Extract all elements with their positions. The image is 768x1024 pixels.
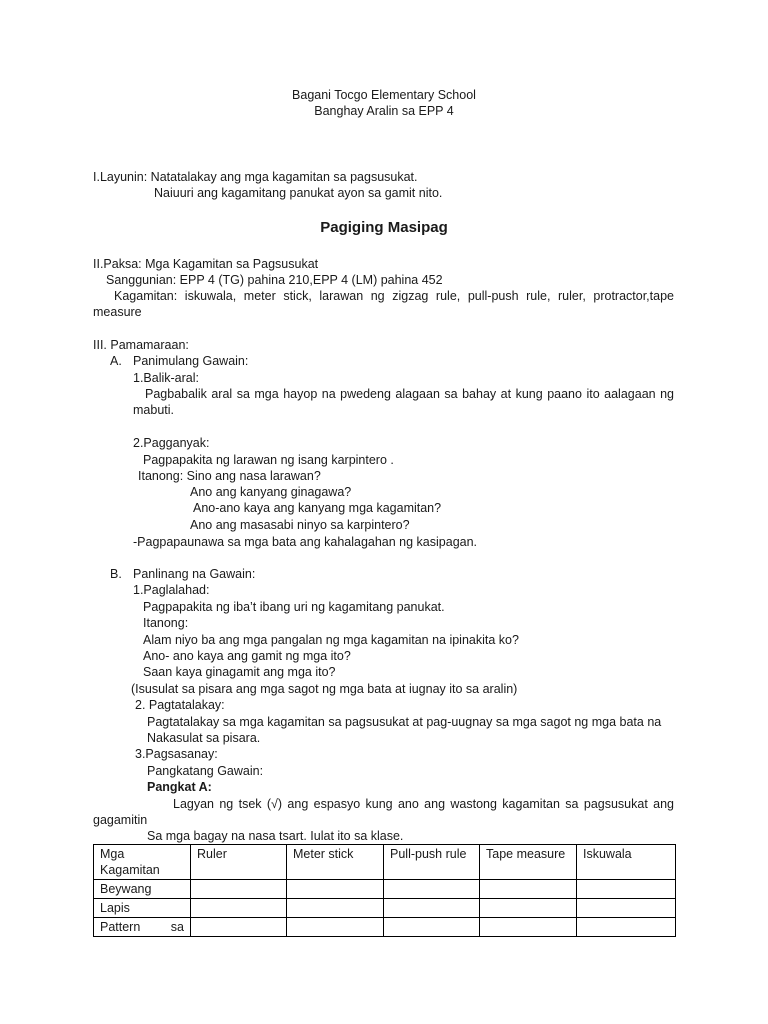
pangkat-a-label: Pangkat A:: [147, 780, 212, 794]
header-cell-tape-measure: Tape measure: [480, 845, 577, 880]
header-cell-meter-stick: Meter stick: [287, 845, 384, 880]
pagganyak-line: Pagpapakita ng larawan ng isang karpintero .: [143, 453, 394, 467]
pagpapaunawa-line: -Pagpapaunawa sa mga bata ang kahalagahan ng kasipagan.: [133, 535, 478, 549]
pamamaraan-heading: III. Pamamaraan:: [93, 338, 189, 352]
lesson-title: Pagiging Masipag: [320, 219, 448, 236]
question-2: Ano ang kanyang ginagawa?: [190, 485, 352, 499]
section-b-label: B.: [110, 567, 122, 581]
sanggunian-line: Sanggunian: EPP 4 (TG) pahina 210,EPP 4 (LM) pahina 452: [106, 273, 443, 287]
check-cell: [384, 880, 480, 899]
table-row: [94, 899, 676, 918]
lagyan-line-2: gagamitin: [93, 813, 148, 827]
table-row: [94, 918, 676, 937]
row-label-cell: Lapis: [94, 899, 191, 918]
kagamitan-line-1: Kagamitan: iskuwala, meter stick, larawan ng zigzag rule, pull-push rule, ruler, protractor,tape: [114, 289, 674, 303]
header-cell-mga-kagamitan: Mga Kagamitan: [94, 845, 191, 880]
check-cell: [577, 918, 676, 937]
check-cell: [384, 918, 480, 937]
paglalahad-title: 1.Paglalahad:: [133, 583, 210, 597]
check-cell: [577, 899, 676, 918]
check-cell: [191, 880, 287, 899]
balik-aral-title: 1.Balik-aral:: [133, 371, 199, 385]
pagtatalakay-line-2: Nakasulat sa pisara.: [147, 731, 261, 745]
row-label-cell: [94, 918, 191, 937]
lagyan-line-3: Sa mga bagay na nasa tsart. Iulat ito sa klase.: [147, 829, 404, 843]
check-cell: [480, 880, 577, 899]
pagsasanay-title: 3.Pagsasanay:: [135, 747, 218, 761]
pagtatalakay-title: 2. Pagtatalakay:: [135, 698, 225, 712]
isusulat-line: (Isusulat sa pisara ang mga sagot ng mga bata at iugnay ito sa aralin): [131, 682, 518, 696]
section-b-title: Panlinang na Gawain:: [133, 567, 256, 581]
paksa-line: II.Paksa: Mga Kagamitan sa Pagsusukat: [93, 257, 319, 271]
itanong-line-2: Itanong:: [143, 616, 189, 630]
row-label-pattern: Pattern: [100, 920, 141, 934]
table-row: [94, 880, 676, 899]
measuring-tools-table: [93, 844, 676, 937]
school-name: Bagani Tocgo Elementary School: [292, 88, 476, 102]
kagamitan-line-2: measure: [93, 305, 142, 319]
lesson-plan-name: Banghay Aralin sa EPP 4: [314, 104, 454, 118]
check-cell: [384, 899, 480, 918]
pagganyak-title: 2.Pagganyak:: [133, 436, 210, 450]
question-6: Ano- ano kaya ang gamit ng mga ito?: [143, 649, 351, 663]
section-a-label: A.: [110, 354, 122, 368]
layunin-line-1: I.Layunin: Natatalakay ang mga kagamitan sa pagsusukat.: [93, 170, 418, 184]
header-cell-iskuwala: Iskuwala: [577, 845, 676, 880]
check-cell: [287, 918, 384, 937]
pagtatalakay-line-1: Pagtatalakay sa mga kagamitan sa pagsusukat at pag-uugnay sa mga sagot ng mga bata na: [147, 715, 662, 729]
balik-aral-line-1: Pagbabalik aral sa mga hayop na pwedeng alagaan sa bahay at kung paano ito aalagaan ng: [145, 387, 674, 401]
question-4: Ano ang masasabi ninyo sa karpintero?: [190, 518, 410, 532]
row-label-cell: Beywang: [94, 880, 191, 899]
check-cell: [191, 918, 287, 937]
question-7: Saan kaya ginagamit ang mga ito?: [143, 665, 336, 679]
header-cell-pull-push-rule: Pull-push rule: [384, 845, 480, 880]
check-cell: [480, 918, 577, 937]
layunin-line-2: Naiuuri ang kagamitang panukat ayon sa gamit nito.: [154, 186, 443, 200]
section-a-title: Panimulang Gawain:: [133, 354, 249, 368]
question-5: Alam niyo ba ang mga pangalan ng mga kagamitan na ipinakita ko?: [143, 633, 519, 647]
paglalahad-line: Pagpapakita ng iba’t ibang uri ng kagamitang panukat.: [143, 600, 445, 614]
question-3: Ano-ano kaya ang kanyang mga kagamitan?: [193, 501, 442, 515]
check-cell: [577, 880, 676, 899]
check-cell: [287, 899, 384, 918]
pangkatang-gawain: Pangkatang Gawain:: [147, 764, 264, 778]
balik-aral-line-2: mabuti.: [133, 403, 174, 417]
header-cell-ruler: Ruler: [191, 845, 287, 880]
check-cell: [287, 880, 384, 899]
row-label-sa: sa: [170, 920, 184, 934]
check-cell: [191, 899, 287, 918]
check-cell: [480, 899, 577, 918]
itanong-line-1: Itanong: Sino ang nasa larawan?: [138, 469, 321, 483]
lagyan-line-1: Lagyan ng tsek (√) ang espasyo kung ano ang wastong kagamitan sa pagsusukat ang: [173, 797, 674, 811]
table-header-row: [94, 845, 676, 880]
